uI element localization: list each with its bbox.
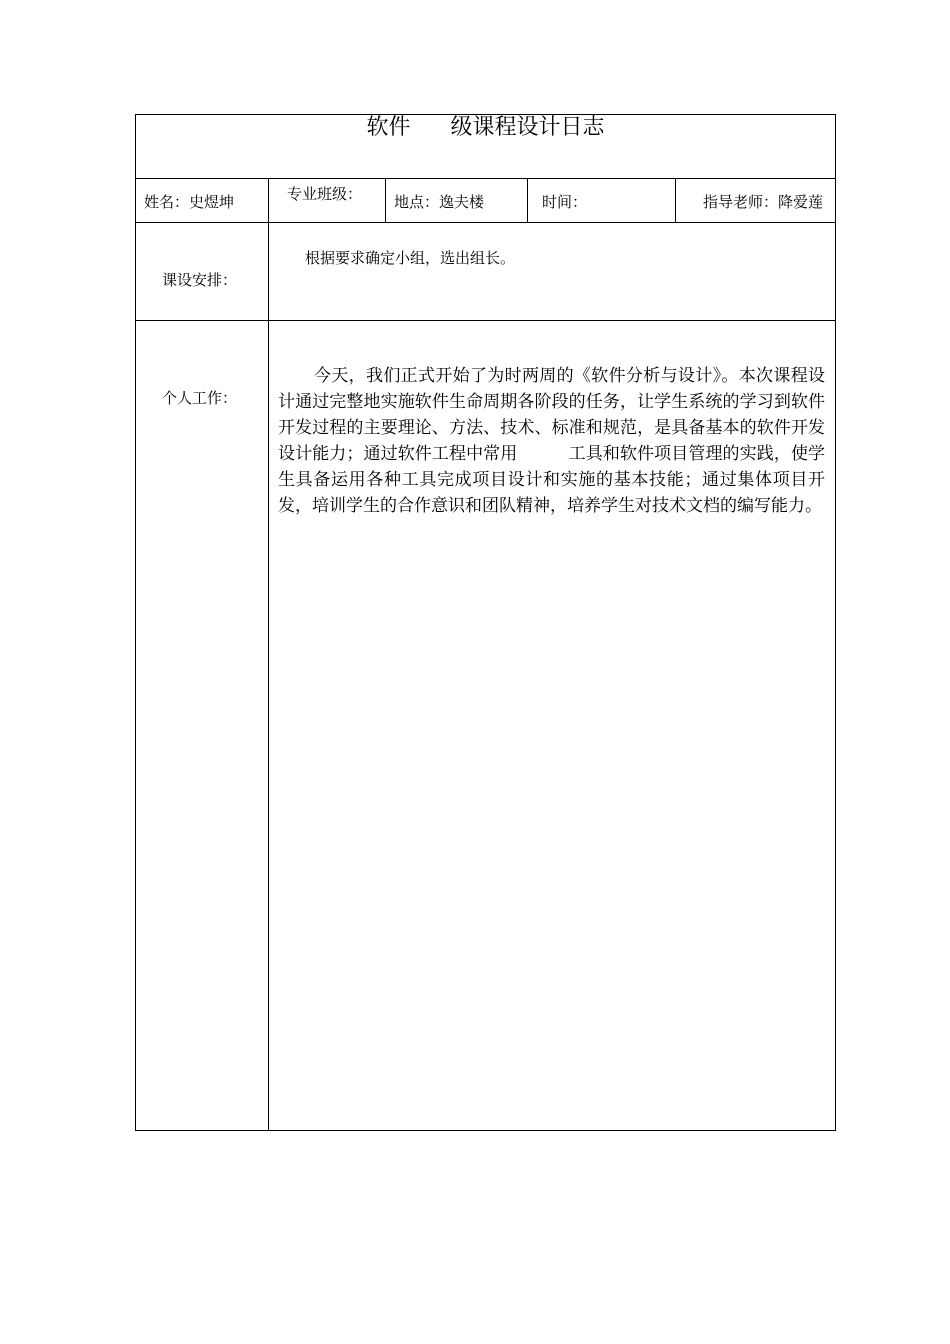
location-cell <box>386 179 528 223</box>
time-cell <box>528 179 676 223</box>
schedule-text: 根据要求确定小组，选出组长。 <box>305 249 516 267</box>
title-part-2: 级课程设计日志 <box>450 115 605 140</box>
work-content-cell <box>269 321 836 1131</box>
schedule-content-cell <box>269 223 836 321</box>
name-cell <box>136 179 269 223</box>
schedule-label-cell <box>136 223 269 321</box>
course-log-table <box>135 114 836 1131</box>
student-name: 姓名：史煜坤 <box>144 193 235 211</box>
personal-work-text: 今天，我们正式开始了为时两周的《软件分析与设计》。本次课程设计通过完整地实施软件生命周期各阶段的任务，让学生系统的学习到软件开发过程的主要理论、方法、技术、标准和规范，是具备基本的软件开发设计能力；通过软件工程中常用 工具和软件项目管理的实践，使学生具备运用各种工具完成项目设计和实施的基本技能；通过集体项目开发，培训学生的合作意识和团队精神，培养学生对技术文档的编写能力。 <box>278 366 826 516</box>
personal-work-label: 个人工作： <box>162 389 238 407</box>
title-cell <box>136 115 836 179</box>
title-part-1: 软件 <box>366 115 411 140</box>
advisor-cell <box>676 179 836 223</box>
work-label-cell <box>136 321 269 1131</box>
advisor-name: 指导老师：降爱莲 <box>703 193 824 211</box>
major-class-cell <box>269 179 386 223</box>
major-class-label: 专业班级： <box>287 185 363 203</box>
schedule-label: 课设安排： <box>162 271 238 289</box>
page-title <box>367 115 605 141</box>
time-label: 时间： <box>542 193 588 211</box>
location-label: 地点：逸夫楼 <box>394 193 485 211</box>
